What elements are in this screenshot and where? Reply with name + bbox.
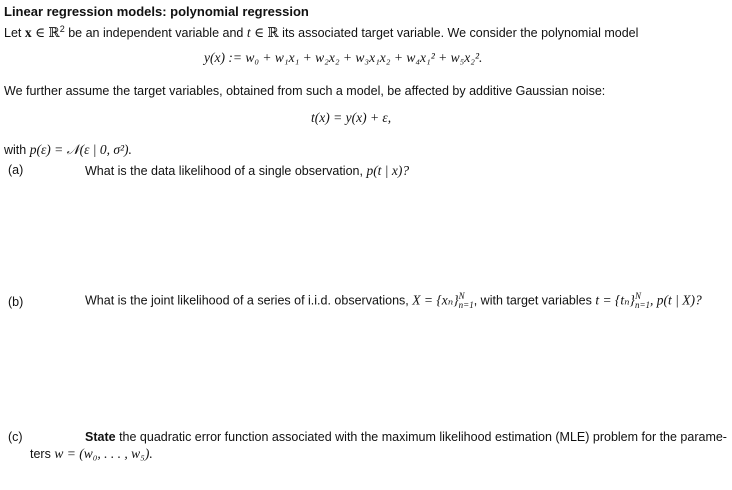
question-b-text: What is the joint likelihood of a series of i.i.d. observations, X = {xₙ} N n=1 , with target variables t = {tₙ} N n=1 , p(t | X)? — [85, 291, 702, 310]
page-title: Linear regression models: polynomial regression — [4, 4, 309, 19]
question-c-continuation: ters w = (w₀, . . . , w₅). — [30, 446, 153, 461]
question-c-label: (c) — [8, 430, 23, 444]
model-equation: y(x) := w₀ + w₁x₁ + w₂x₂ + w₃x₁x₂ + w₄x₁² + w₅x₂². — [204, 50, 483, 65]
question-a-label: (a) — [8, 163, 24, 177]
intro-paragraph: Let x ∈ ℝ$^2$ be an independent variable and t ∈ ℝ its associated target variable. We consider the polynomial model — [4, 23, 639, 40]
question-b-label: (b) — [8, 295, 24, 309]
noise-distribution-line: with p(ε) = 𝒩(ε | 0, σ²). — [4, 142, 132, 157]
question-a-text: What is the data likelihood of a single observation, p(t | x)? — [85, 163, 410, 178]
question-c-text: State the quadratic error function associated with the maximum likelihood estimation (MLE) problem for the parame- — [85, 430, 727, 444]
noise-equation: t(x) = y(x) + ε, — [311, 110, 392, 125]
assumption-paragraph: We further assume the target variables, obtained from such a model, be affected by additive Gaussian noise: — [4, 84, 606, 98]
